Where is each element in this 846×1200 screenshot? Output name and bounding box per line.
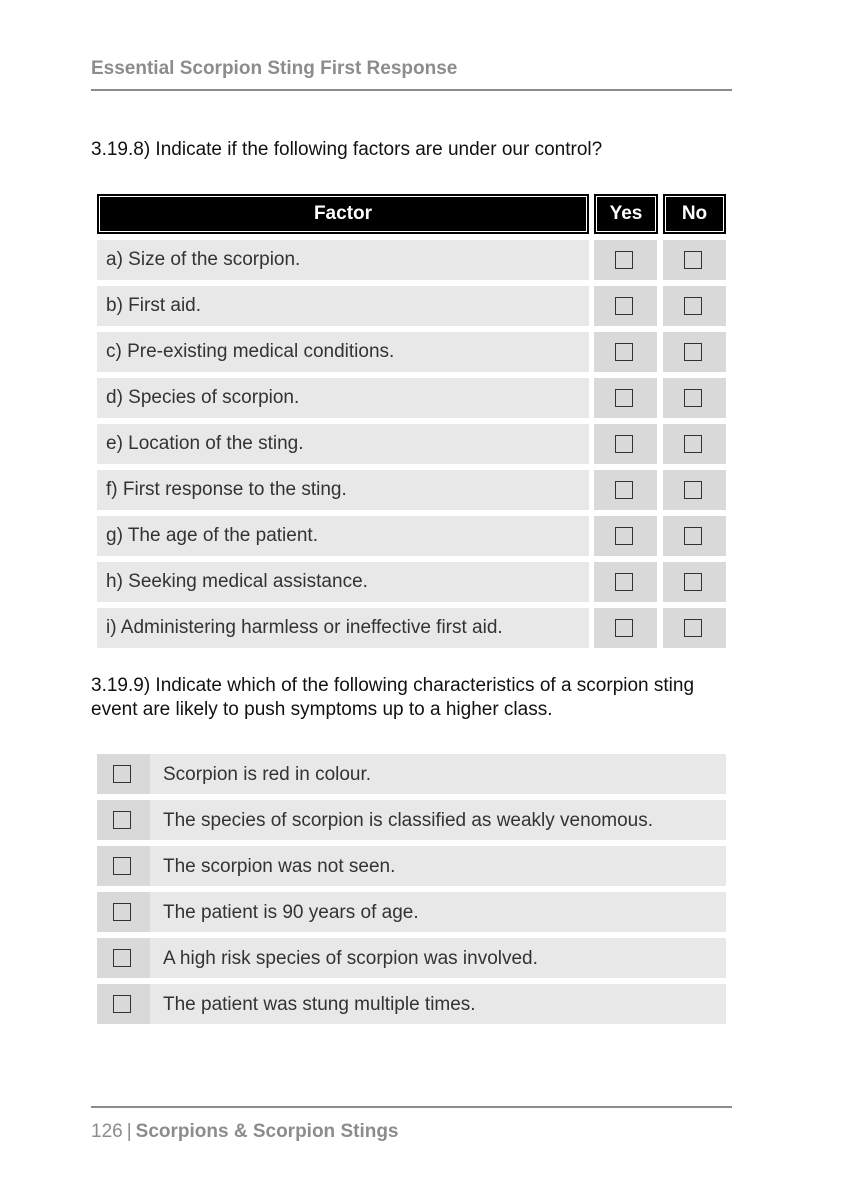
yes-checkbox[interactable] (615, 343, 633, 361)
factor-cell (97, 470, 589, 510)
factor-cell (97, 516, 589, 556)
yes-cell (594, 332, 657, 372)
yes-checkbox[interactable] (615, 527, 633, 545)
yes-checkbox[interactable] (615, 619, 633, 637)
question-3-19-8: 3.19.8) Indicate if the following factors are under our control? (91, 139, 603, 160)
column-header-no: No (663, 194, 726, 234)
checkbox-cell (97, 938, 150, 978)
yes-cell (594, 240, 657, 280)
yes-checkbox[interactable] (615, 481, 633, 499)
option-text-cell (150, 800, 726, 840)
checkbox-cell (97, 892, 150, 932)
no-cell (663, 470, 726, 510)
table-row (97, 470, 726, 510)
footer-rule (91, 1106, 732, 1108)
no-cell (663, 332, 726, 372)
checkbox-cell (97, 846, 150, 886)
factor-cell (97, 286, 589, 326)
no-cell (663, 516, 726, 556)
running-header: Essential Scorpion Sting First Response (91, 58, 458, 79)
yes-checkbox[interactable] (615, 389, 633, 407)
factor-cell (97, 240, 589, 280)
no-checkbox[interactable] (684, 343, 702, 361)
option-text-cell (150, 892, 726, 932)
option-text-cell (150, 984, 726, 1024)
factor-cell (97, 378, 589, 418)
option-text-cell (150, 754, 726, 794)
checkbox-cell (97, 984, 150, 1024)
yes-cell (594, 470, 657, 510)
yes-checkbox[interactable] (615, 573, 633, 591)
table-row (97, 608, 726, 648)
book-title: Scorpions & Scorpion Stings (135, 1121, 399, 1142)
yes-checkbox[interactable] (615, 297, 633, 315)
no-checkbox[interactable] (684, 435, 702, 453)
option-label: The species of scorpion is classified as weakly venomous. (163, 810, 654, 831)
table-row (97, 562, 726, 602)
no-cell (663, 562, 726, 602)
factor-cell (97, 562, 589, 602)
table-row (97, 516, 726, 556)
option-label: The scorpion was not seen. (163, 856, 396, 877)
table-header-row (97, 194, 726, 234)
option-text-cell (150, 846, 726, 886)
factor-label: i) Administering harmless or ineffective first aid. (106, 617, 503, 638)
option-label: The patient was stung multiple times. (163, 994, 476, 1015)
factor-label: b) First aid. (106, 295, 202, 316)
table-row (97, 332, 726, 372)
option-label: The patient is 90 years of age. (163, 902, 419, 923)
header-rule (91, 89, 732, 91)
no-cell (663, 608, 726, 648)
option-checkbox[interactable] (113, 765, 131, 783)
footer-separator: | (126, 1121, 132, 1142)
option-checkbox[interactable] (113, 903, 131, 921)
factor-label: e) Location of the sting. (106, 433, 304, 454)
option-checkbox[interactable] (113, 811, 131, 829)
no-checkbox[interactable] (684, 481, 702, 499)
yes-cell (594, 608, 657, 648)
no-cell (663, 424, 726, 464)
list-item (97, 938, 726, 978)
option-checkbox[interactable] (113, 949, 131, 967)
factor-cell (97, 608, 589, 648)
factor-label: a) Size of the scorpion. (106, 249, 301, 270)
no-cell (663, 378, 726, 418)
no-checkbox[interactable] (684, 297, 702, 315)
table-row (97, 240, 726, 280)
factor-label: d) Species of scorpion. (106, 387, 300, 408)
yes-cell (594, 286, 657, 326)
factor-cell (97, 424, 589, 464)
list-item (97, 892, 726, 932)
yes-cell (594, 516, 657, 556)
no-checkbox[interactable] (684, 527, 702, 545)
no-cell (663, 286, 726, 326)
table-row (97, 424, 726, 464)
list-item (97, 754, 726, 794)
factor-label: f) First response to the sting. (106, 479, 347, 500)
factor-label: h) Seeking medical assistance. (106, 571, 368, 592)
option-checkbox[interactable] (113, 857, 131, 875)
list-item (97, 846, 726, 886)
yes-checkbox[interactable] (615, 435, 633, 453)
list-item (97, 984, 726, 1024)
yes-checkbox[interactable] (615, 251, 633, 269)
option-checkbox[interactable] (113, 995, 131, 1013)
no-checkbox[interactable] (684, 619, 702, 637)
checkbox-cell (97, 754, 150, 794)
yes-cell (594, 424, 657, 464)
factor-label: g) The age of the patient. (106, 525, 318, 546)
page-number: 126 (91, 1121, 123, 1142)
no-checkbox[interactable] (684, 573, 702, 591)
page-footer (91, 1121, 399, 1143)
option-text-cell (150, 938, 726, 978)
option-label: Scorpion is red in colour. (163, 764, 372, 785)
no-checkbox[interactable] (684, 389, 702, 407)
characteristics-list (97, 754, 726, 1030)
table-row (97, 286, 726, 326)
column-header-factor: Factor (97, 194, 589, 234)
list-item (97, 800, 726, 840)
no-checkbox[interactable] (684, 251, 702, 269)
option-label: A high risk species of scorpion was involved. (163, 948, 538, 969)
question-3-19-9: 3.19.9) Indicate which of the following characteristics of a scorpion sting event are likely to push symptoms up to a higher class. (91, 675, 695, 720)
factor-label: c) Pre-existing medical conditions. (106, 341, 395, 362)
table-row (97, 378, 726, 418)
factor-cell (97, 332, 589, 372)
yes-cell (594, 378, 657, 418)
column-header-yes: Yes (594, 194, 658, 234)
factor-table (97, 194, 726, 648)
no-cell (663, 240, 726, 280)
yes-cell (594, 562, 657, 602)
checkbox-cell (97, 800, 150, 840)
